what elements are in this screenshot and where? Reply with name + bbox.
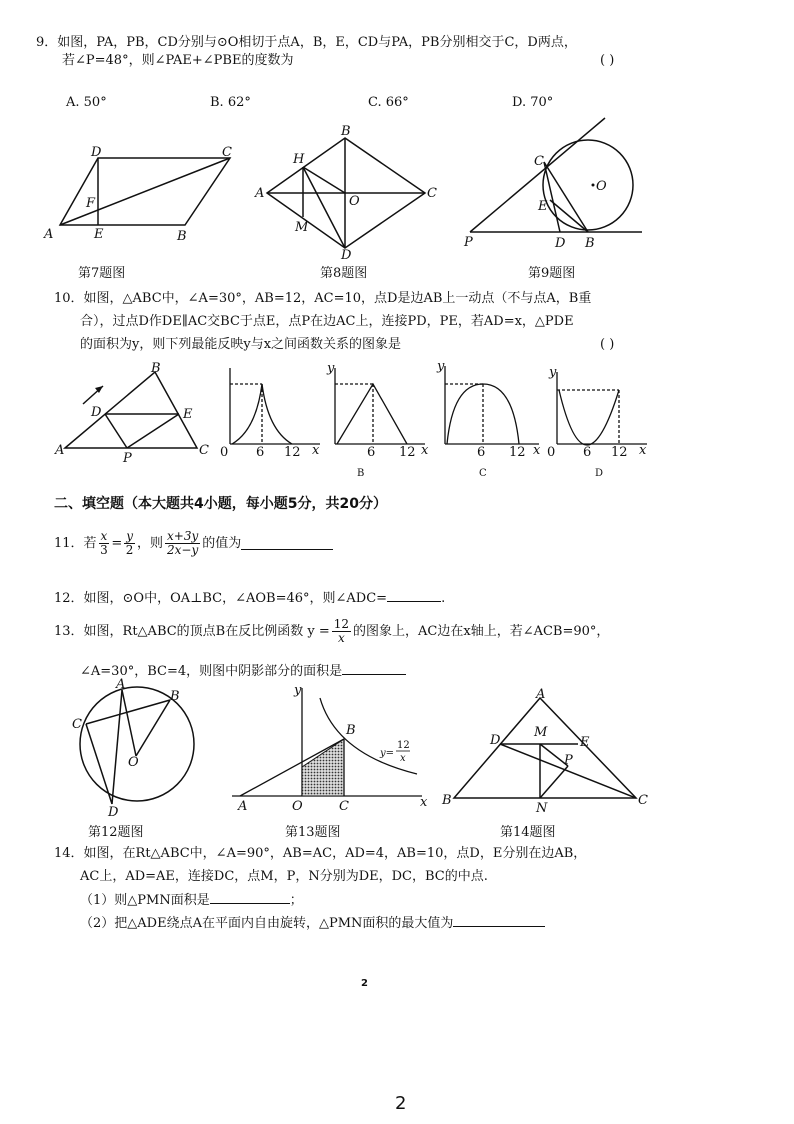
q11-f1-num: x xyxy=(100,529,108,543)
q12-answer-blank[interactable] xyxy=(387,589,441,602)
q11-f2-num: y xyxy=(126,529,134,543)
q10-gb-six: 6 xyxy=(367,445,376,460)
q14-line1: 14．如图，在Rt△ABC中，∠A=90°，AB=AC，AD=4，AB=10，点D，E分别在边AB， xyxy=(54,846,587,861)
fig14-label-n: N xyxy=(536,801,548,816)
fig13-label-y: y xyxy=(294,683,302,698)
q10-ga-twelve: 12 xyxy=(284,445,301,460)
q13-line1 xyxy=(54,618,609,645)
fig8-label-a: A xyxy=(255,186,265,201)
q10-label-e: E xyxy=(183,407,193,422)
q11-fraction-3 xyxy=(165,530,200,557)
q11-f3-den: 2x−y xyxy=(167,543,199,557)
q10-answer-bracket: ( ) xyxy=(600,337,615,352)
fig13-caption: 第13题图 xyxy=(285,825,341,840)
fig14-label-e: E xyxy=(580,735,590,750)
fig8-label-m: M xyxy=(295,220,309,235)
q10-gd-six: 6 xyxy=(583,445,592,460)
fig9-label-b: B xyxy=(585,236,595,251)
fig14-label-p: P xyxy=(564,753,573,768)
fig14-label-c: C xyxy=(638,793,648,808)
q11-eq: = xyxy=(111,536,123,551)
fig7-label-e: E xyxy=(94,227,104,242)
fig7-label-c: C xyxy=(222,145,232,160)
fig12-label-a: A xyxy=(116,677,126,692)
q13-f-den: x xyxy=(338,631,345,645)
q10-line1: 10．如图，△ABC中，∠A=30°，AB=12，AC=10，点D是边AB上一动点（不与点A，B重 xyxy=(54,291,592,306)
figure-12-circle xyxy=(62,678,202,818)
fig7-caption: 第7题图 xyxy=(78,266,126,281)
fig7-label-f: F xyxy=(86,196,96,211)
q14-sub2-blank[interactable] xyxy=(453,914,545,927)
q11-suffix: 的值为 xyxy=(202,536,242,551)
q10-graph-b xyxy=(323,360,433,480)
q10-gb-option-label: B xyxy=(357,468,365,479)
fig8-label-d: D xyxy=(341,248,352,263)
q10-ga-six: 6 xyxy=(256,445,265,460)
fig14-label-b: B xyxy=(442,793,452,808)
figure-9-tangent-circle xyxy=(460,118,650,258)
fig14-label-m: M xyxy=(534,725,548,740)
q10-gc-y: y xyxy=(437,359,445,374)
fig12-label-c: C xyxy=(72,717,82,732)
fig9-label-d: D xyxy=(555,236,566,251)
page-number-small: 2 xyxy=(361,978,368,989)
fig8-label-o: O xyxy=(349,194,360,209)
figure-8-rhombus xyxy=(255,124,445,263)
q10-gd-origin: 0 xyxy=(547,445,556,460)
q14-sub2-wrap xyxy=(80,914,545,932)
q10-label-a: A xyxy=(55,443,65,458)
q14-sub1-blank[interactable] xyxy=(210,891,290,904)
fig9-label-o: O xyxy=(596,179,607,194)
q9-option-b: B. 62° xyxy=(210,95,251,110)
q12-line xyxy=(54,589,445,607)
q10-graph-d xyxy=(545,360,655,480)
q10-triangle-figure xyxy=(55,361,215,466)
q10-ga-x: x xyxy=(312,443,320,458)
q10-label-p: P xyxy=(123,451,132,466)
q9-line2: 若∠P=48°，则∠PAE+∠PBE的度数为 xyxy=(62,53,294,68)
q10-line3: 的面积为y，则下列最能反映y与x之间函数关系的图象是 xyxy=(80,337,402,352)
page-number-large: 2 xyxy=(395,1093,407,1114)
q10-graph-a xyxy=(218,360,328,465)
fig9-caption: 第9题图 xyxy=(528,266,576,281)
q11-f2-den: 2 xyxy=(125,543,134,557)
figure-13-inverse-function xyxy=(232,684,432,814)
fig12-caption: 第12题图 xyxy=(88,825,144,840)
q9-option-d: D. 70° xyxy=(512,95,554,110)
fig13-func-prefix: y= xyxy=(380,748,395,759)
q11-line xyxy=(54,530,333,557)
q14-line2: AC上，AD=AE，连接DC，点M，P，N分别为DE，DC，BC的中点. xyxy=(80,869,488,884)
q10-line2: 合），过点D作DE∥AC交BC于点E，点P在边AC上，连接PD，PE，若AD=x，△PDE xyxy=(80,314,574,329)
q10-gd-twelve: 12 xyxy=(611,445,628,460)
q10-graph-c xyxy=(433,360,548,480)
q10-label-d: D xyxy=(91,405,102,420)
fig13-func-den: x xyxy=(400,753,406,764)
fig12-label-d: D xyxy=(108,805,119,820)
q13-fraction xyxy=(332,618,351,645)
fig7-label-d: D xyxy=(91,145,102,160)
fig8-label-c: C xyxy=(427,186,437,201)
fig14-label-d: D xyxy=(490,733,501,748)
q10-gb-y: y xyxy=(327,361,335,376)
q11-f3-num: x+3y xyxy=(167,529,199,543)
fig12-label-o: O xyxy=(128,755,139,770)
q14-sub1: （1）则△PMN面积是 xyxy=(80,893,210,908)
q10-label-b: B xyxy=(151,361,161,376)
q11-f1-den: 3 xyxy=(100,543,108,557)
q14-sub1-end: ； xyxy=(289,893,303,908)
fig9-label-p: P xyxy=(464,235,473,250)
q10-gb-x: x xyxy=(421,443,429,458)
q13-line2: ∠A=30°，BC=4，则图中阴影部分的面积是 xyxy=(80,664,343,679)
q12-text: 12．如图，⊙O中，OA⊥BC，∠AOB=46°，则∠ADC= xyxy=(54,591,388,606)
figure-7-parallelogram xyxy=(40,140,250,250)
q13-answer-blank[interactable] xyxy=(342,662,406,675)
section-2-title: 二、填空题（本大题共4小题，每小题5分，共20分） xyxy=(54,496,387,512)
q10-gd-y: y xyxy=(549,365,557,380)
q10-gc-six: 6 xyxy=(477,445,486,460)
fig8-label-h: H xyxy=(293,152,305,167)
q9-option-c: C. 66° xyxy=(368,95,409,110)
fig13-label-x: x xyxy=(420,795,428,810)
fig13-func-num: 12 xyxy=(397,740,410,751)
fig7-label-a: A xyxy=(44,227,54,242)
q10-gc-twelve: 12 xyxy=(509,445,526,460)
q10-label-c: C xyxy=(199,443,209,458)
fig9-label-e: E xyxy=(538,199,548,214)
fig7-label-b: B xyxy=(177,229,187,244)
q14-sub2: （2）把△ADE绕点A在平面内自由旋转，△PMN面积的最大值为 xyxy=(80,916,454,931)
q14-sub1-wrap xyxy=(80,891,303,909)
q13-prefix: 13．如图，Rt△ABC的顶点B在反比例函数 y = xyxy=(54,624,330,639)
fig13-label-o: O xyxy=(292,799,303,814)
q10-gb-twelve: 12 xyxy=(399,445,416,460)
fig8-caption: 第8题图 xyxy=(320,266,368,281)
q10-gd-x: x xyxy=(639,443,647,458)
fig13-label-c: C xyxy=(339,799,349,814)
q10-ga-origin: 0 xyxy=(220,445,229,460)
figure-14-triangle xyxy=(440,686,660,816)
q13-f-num: 12 xyxy=(333,617,350,631)
q10-gc-x: x xyxy=(533,443,541,458)
q10-gd-option-label: D xyxy=(595,468,604,479)
q9-option-a: A. 50° xyxy=(66,95,107,110)
q11-fraction-1 xyxy=(99,530,110,557)
fig13-label-a: A xyxy=(238,799,248,814)
fig14-label-a: A xyxy=(536,687,546,702)
q11-prefix: 11．若 xyxy=(54,536,97,551)
q11-answer-blank[interactable] xyxy=(241,537,333,550)
q11-then: ，则 xyxy=(137,536,164,551)
q9-answer-bracket: ( ) xyxy=(600,53,615,68)
q9-line1: 9．如图，PA，PB，CD分别与⊙O相切于点A，B，E，CD与PA，PB分别相交于C，D两点， xyxy=(36,35,577,50)
q13-suffix: 的图象上，AC边在x轴上，若∠ACB=90°， xyxy=(353,624,610,639)
q10-gc-option-label: C xyxy=(479,468,487,479)
fig9-label-c: C xyxy=(534,154,544,169)
fig14-caption: 第14题图 xyxy=(500,825,556,840)
fig8-label-b: B xyxy=(341,124,351,139)
fig12-label-b: B xyxy=(170,689,180,704)
fig13-label-b: B xyxy=(346,723,356,738)
q11-fraction-2 xyxy=(124,530,135,557)
q12-end: . xyxy=(441,591,446,606)
